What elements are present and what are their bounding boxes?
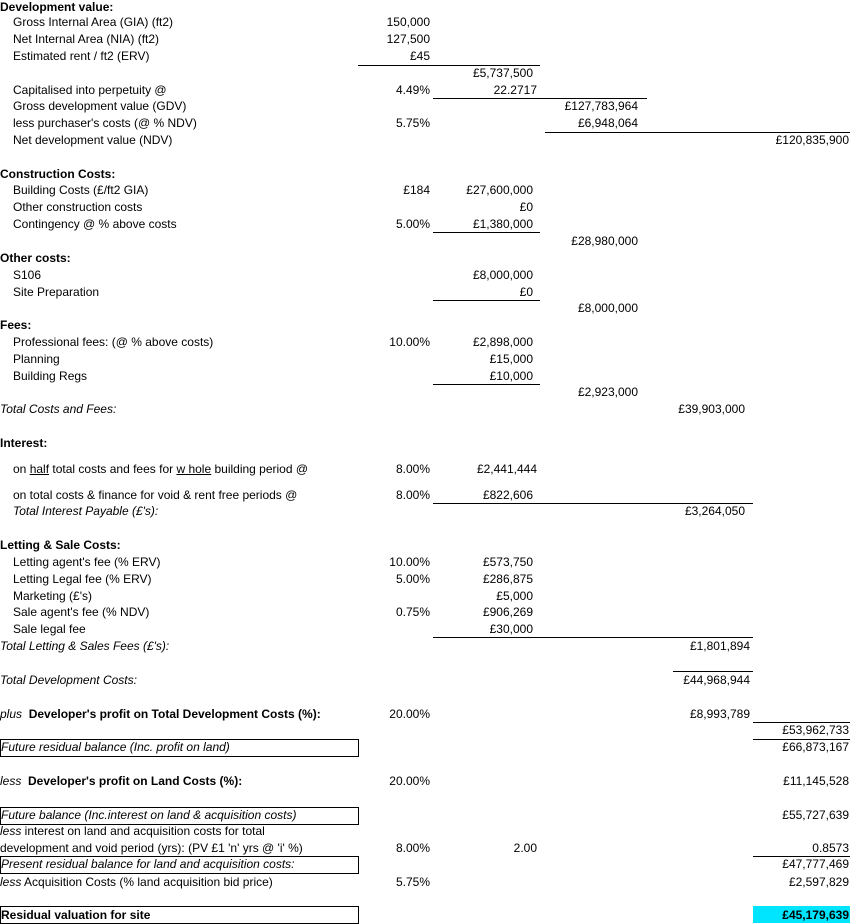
pv-line2: development and void period (yrs): (PV £1 'n' yrs @ 'i' %): [0, 841, 303, 855]
profit-tdc-rate: 20.00%: [389, 707, 430, 721]
divider: [433, 232, 540, 233]
half-interest-text: on: [13, 462, 30, 476]
building-costs-label: Building Costs (£/ft2 GIA): [13, 183, 149, 197]
contingency-label: Contingency @ % above costs: [13, 217, 177, 231]
residual-value: £45,179,639: [782, 908, 849, 922]
cap-rate: 4.49%: [395, 83, 430, 97]
future-residual-label: Future residual balance (Inc. profit on land): [1, 740, 230, 754]
pv-prefix: less: [0, 824, 22, 838]
present-residual-label: Present residual balance for land and acquisition costs:: [1, 857, 295, 871]
dev-value-heading: Development value:: [0, 0, 114, 14]
cap-multiplier: 22.2717: [493, 83, 537, 97]
nia-label: Net Internal Area (NIA) (ft2): [13, 32, 160, 46]
half-interest-text: half: [29, 462, 50, 476]
void-interest-value: £822,606: [482, 488, 533, 502]
marketing-label: Marketing (£'s): [13, 589, 92, 603]
pv-line1-text: interest on land and acquisition costs for total: [21, 824, 265, 838]
running-total-value: £53,962,733: [782, 723, 849, 737]
sale-agent-label: Sale agent's fee (% NDV): [13, 605, 150, 619]
total-interest-label: Total Interest Payable (£'s):: [13, 504, 159, 518]
acquisition-text: Acquisition Costs (% land acquisition bid price): [21, 875, 273, 889]
total-letting-label: Total Letting & Sales Fees (£'s):: [0, 639, 170, 653]
planning-value: £15,000: [489, 352, 533, 366]
total-costs-label: Total Costs and Fees:: [0, 402, 117, 416]
profit-land-label: [0, 774, 242, 789]
construction-subtotal: £28,980,000: [571, 234, 638, 248]
profit-tdc-label: [0, 707, 321, 722]
total-costs-value: £39,903,000: [678, 402, 745, 416]
s106-label: S106: [13, 268, 42, 282]
building-costs-value: £27,600,000: [466, 183, 533, 197]
nia-value: 127,500: [386, 32, 430, 46]
site-prep-value: £0: [519, 285, 533, 299]
planning-label: Planning: [13, 352, 60, 366]
void-interest-label: on total costs & finance for void & rent free periods @: [13, 488, 298, 502]
purchaser-costs-value: £6,948,064: [577, 116, 638, 130]
gia-value: 150,000: [386, 15, 430, 29]
divider: [433, 300, 540, 301]
half-interest-text: w hole: [176, 462, 212, 476]
letting-legal-rate: 5.00%: [395, 572, 430, 586]
other-construction-label: Other construction costs: [13, 200, 143, 214]
letting-legal-value: £286,875: [482, 572, 533, 586]
void-interest-rate: 8.00%: [395, 488, 430, 502]
marketing-value: £5,000: [496, 589, 533, 603]
present-residual-value: £47,777,469: [782, 857, 849, 871]
erv-label: Estimated rent / ft2 (ERV): [13, 49, 150, 63]
pv-rate: 8.00%: [395, 841, 430, 855]
professional-fees-label: Professional fees: (@ % above costs): [13, 335, 214, 349]
divider: [433, 384, 540, 385]
profit-tdc-value: £8,993,789: [689, 707, 750, 721]
acquisition-label: [0, 875, 273, 890]
half-interest-text: total costs and fees for: [49, 462, 177, 476]
other-costs-subtotal: £8,000,000: [577, 301, 638, 315]
site-prep-label: Site Preparation: [13, 285, 100, 299]
pv-line1: [0, 824, 265, 839]
profit-tdc-prefix: plus: [0, 707, 23, 721]
professional-fees-value: £2,898,000: [472, 335, 533, 349]
purchaser-costs-label: less purchaser's costs (@ % NDV): [13, 116, 197, 130]
total-dev-costs-label: Total Development Costs:: [0, 673, 137, 687]
profit-land-text: Developer's profit on Land Costs (%):: [28, 774, 243, 788]
gdv-value: £127,783,964: [564, 99, 638, 113]
cap-label: Capitalised into perpetuity @: [13, 83, 167, 97]
professional-fees-rate: 10.00%: [389, 335, 430, 349]
sale-agent-value: £906,269: [482, 605, 533, 619]
building-regs-label: Building Regs: [13, 369, 88, 383]
pv-years: 2.00: [513, 841, 537, 855]
letting-agent-rate: 10.00%: [389, 555, 430, 569]
divider: [673, 671, 753, 672]
other-costs-heading: Other costs:: [0, 251, 71, 265]
half-interest-text: building period @: [211, 462, 309, 476]
s106-value: £8,000,000: [472, 268, 533, 282]
acquisition-value: £2,597,829: [788, 875, 849, 889]
total-interest-value: £3,264,050: [684, 504, 745, 518]
future-residual-value: £66,873,167: [782, 740, 849, 754]
total-letting-value: £1,801,894: [689, 639, 750, 653]
rent-total: £5,737,500: [472, 66, 533, 80]
fees-heading: Fees:: [0, 318, 32, 332]
profit-land-rate: 20.00%: [389, 774, 430, 788]
half-interest-value: £2,441,444: [476, 462, 537, 476]
half-interest-label: [13, 462, 308, 477]
future-balance-value: £55,727,639: [782, 808, 849, 822]
fees-subtotal: £2,923,000: [577, 385, 638, 399]
sale-agent-rate: 0.75%: [395, 605, 430, 619]
sale-legal-value: £30,000: [489, 622, 533, 636]
interest-heading: Interest:: [0, 436, 48, 450]
future-balance-label: Future balance (Inc.interest on land & acquisition costs): [1, 808, 297, 822]
contingency-value: £1,380,000: [472, 217, 533, 231]
letting-heading: Letting & Sale Costs:: [0, 538, 121, 552]
acquisition-rate: 5.75%: [395, 875, 430, 889]
ndv-label: Net development value (NDV): [13, 133, 173, 147]
letting-legal-label: Letting Legal fee (% ERV): [13, 572, 152, 586]
sale-legal-label: Sale legal fee: [13, 622, 86, 636]
residual-label: Residual valuation for site: [1, 908, 151, 922]
acquisition-prefix: less: [0, 875, 22, 889]
letting-agent-value: £573,750: [482, 555, 533, 569]
profit-land-value: £11,145,528: [783, 774, 849, 788]
half-interest-rate: 8.00%: [395, 462, 430, 476]
purchaser-costs-rate: 5.75%: [395, 116, 430, 130]
contingency-rate: 5.00%: [395, 217, 430, 231]
gdv-label: Gross development value (GDV): [13, 99, 187, 113]
erv-value: £45: [409, 49, 430, 63]
divider: [433, 637, 753, 638]
building-costs-rate: £184: [403, 183, 430, 197]
other-construction-value: £0: [519, 200, 533, 214]
pv-factor: 0.8573: [812, 841, 849, 855]
profit-tdc-text: Developer's profit on Total Development Costs (%):: [28, 707, 321, 721]
building-regs-value: £10,000: [489, 369, 533, 383]
construction-heading: Construction Costs:: [0, 167, 116, 181]
letting-agent-label: Letting agent's fee (% ERV): [13, 555, 161, 569]
gia-label: Gross Internal Area (GIA) (ft2): [13, 15, 174, 29]
profit-land-prefix: less: [0, 774, 22, 788]
total-dev-costs-value: £44,968,944: [683, 673, 750, 687]
ndv-value: £120,835,900: [775, 133, 849, 147]
